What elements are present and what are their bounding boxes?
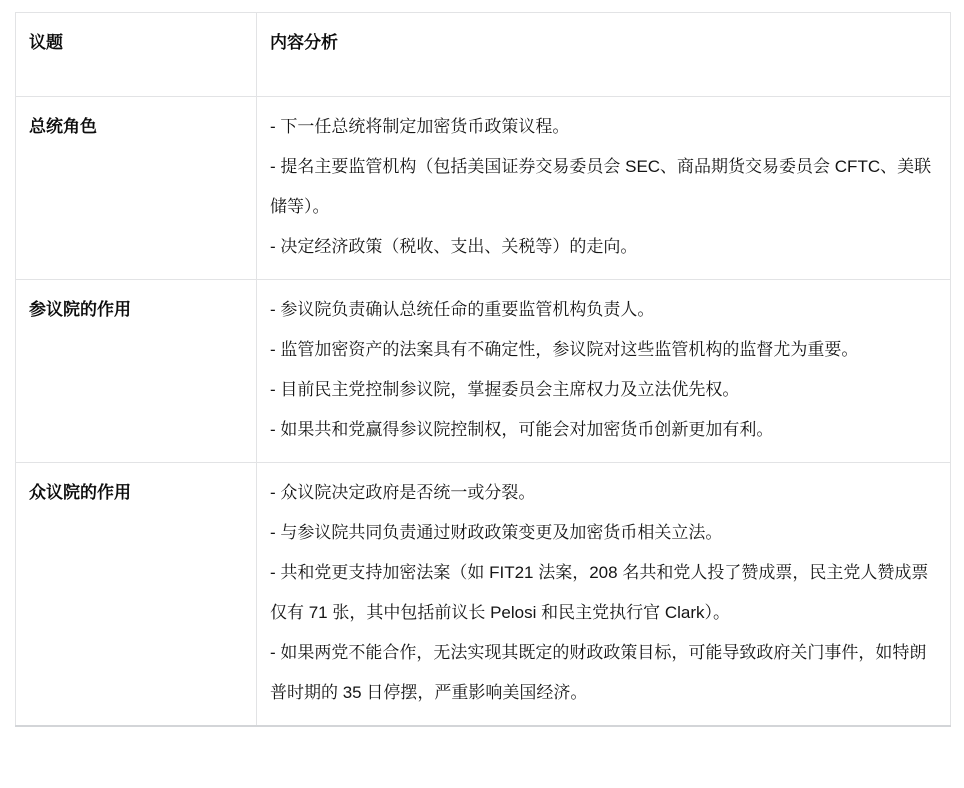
analysis-cell-house [257, 463, 951, 727]
analysis-point: - 决定经济政策（税收、支出、关税等）的走向。 [270, 237, 638, 256]
topic-analysis-table [15, 12, 951, 727]
analysis-point: - 参议院负责确认总统任命的重要监管机构负责人。 [270, 300, 655, 319]
table-row [16, 463, 951, 727]
table-row [16, 97, 951, 280]
table-header-row [16, 13, 951, 97]
column-header-topic: 议题 [16, 13, 257, 97]
topic-cell-house: 众议院的作用 [16, 463, 257, 727]
analysis-point: - 监管加密资产的法案具有不确定性，参议院对这些监管机构的监督尤为重要。 [270, 340, 859, 359]
topic-cell-president: 总统角色 [16, 97, 257, 280]
analysis-cell-president [257, 97, 951, 280]
analysis-point: - 提名主要监管机构（包括美国证券交易委员会 SEC、商品期货交易委员会 CFTC、美联储等）。 [270, 157, 932, 216]
analysis-point: - 如果两党不能合作，无法实现其既定的财政政策目标，可能导致政府关门事件，如特朗普时期的 35 日停摆，严重影响美国经济。 [270, 643, 927, 702]
topic-cell-senate: 参议院的作用 [16, 280, 257, 463]
analysis-point: - 众议院决定政府是否统一或分裂。 [270, 483, 536, 502]
analysis-point: - 共和党更支持加密法案（如 FIT21 法案，208 名共和党人投了赞成票，民主党人赞成票仅有 71 张，其中包括前议长 Pelosi 和民主党执行官 Clark）。 [270, 563, 929, 622]
column-header-analysis: 内容分析 [257, 13, 951, 97]
table-row [16, 280, 951, 463]
analysis-point: - 下一任总统将制定加密货币政策议程。 [270, 117, 570, 136]
analysis-cell-senate [257, 280, 951, 463]
analysis-point: - 如果共和党赢得参议院控制权，可能会对加密货币创新更加有利。 [270, 420, 774, 439]
analysis-point: - 目前民主党控制参议院，掌握委员会主席权力及立法优先权。 [270, 380, 740, 399]
analysis-point: - 与参议院共同负责通过财政政策变更及加密货币相关立法。 [270, 523, 723, 542]
